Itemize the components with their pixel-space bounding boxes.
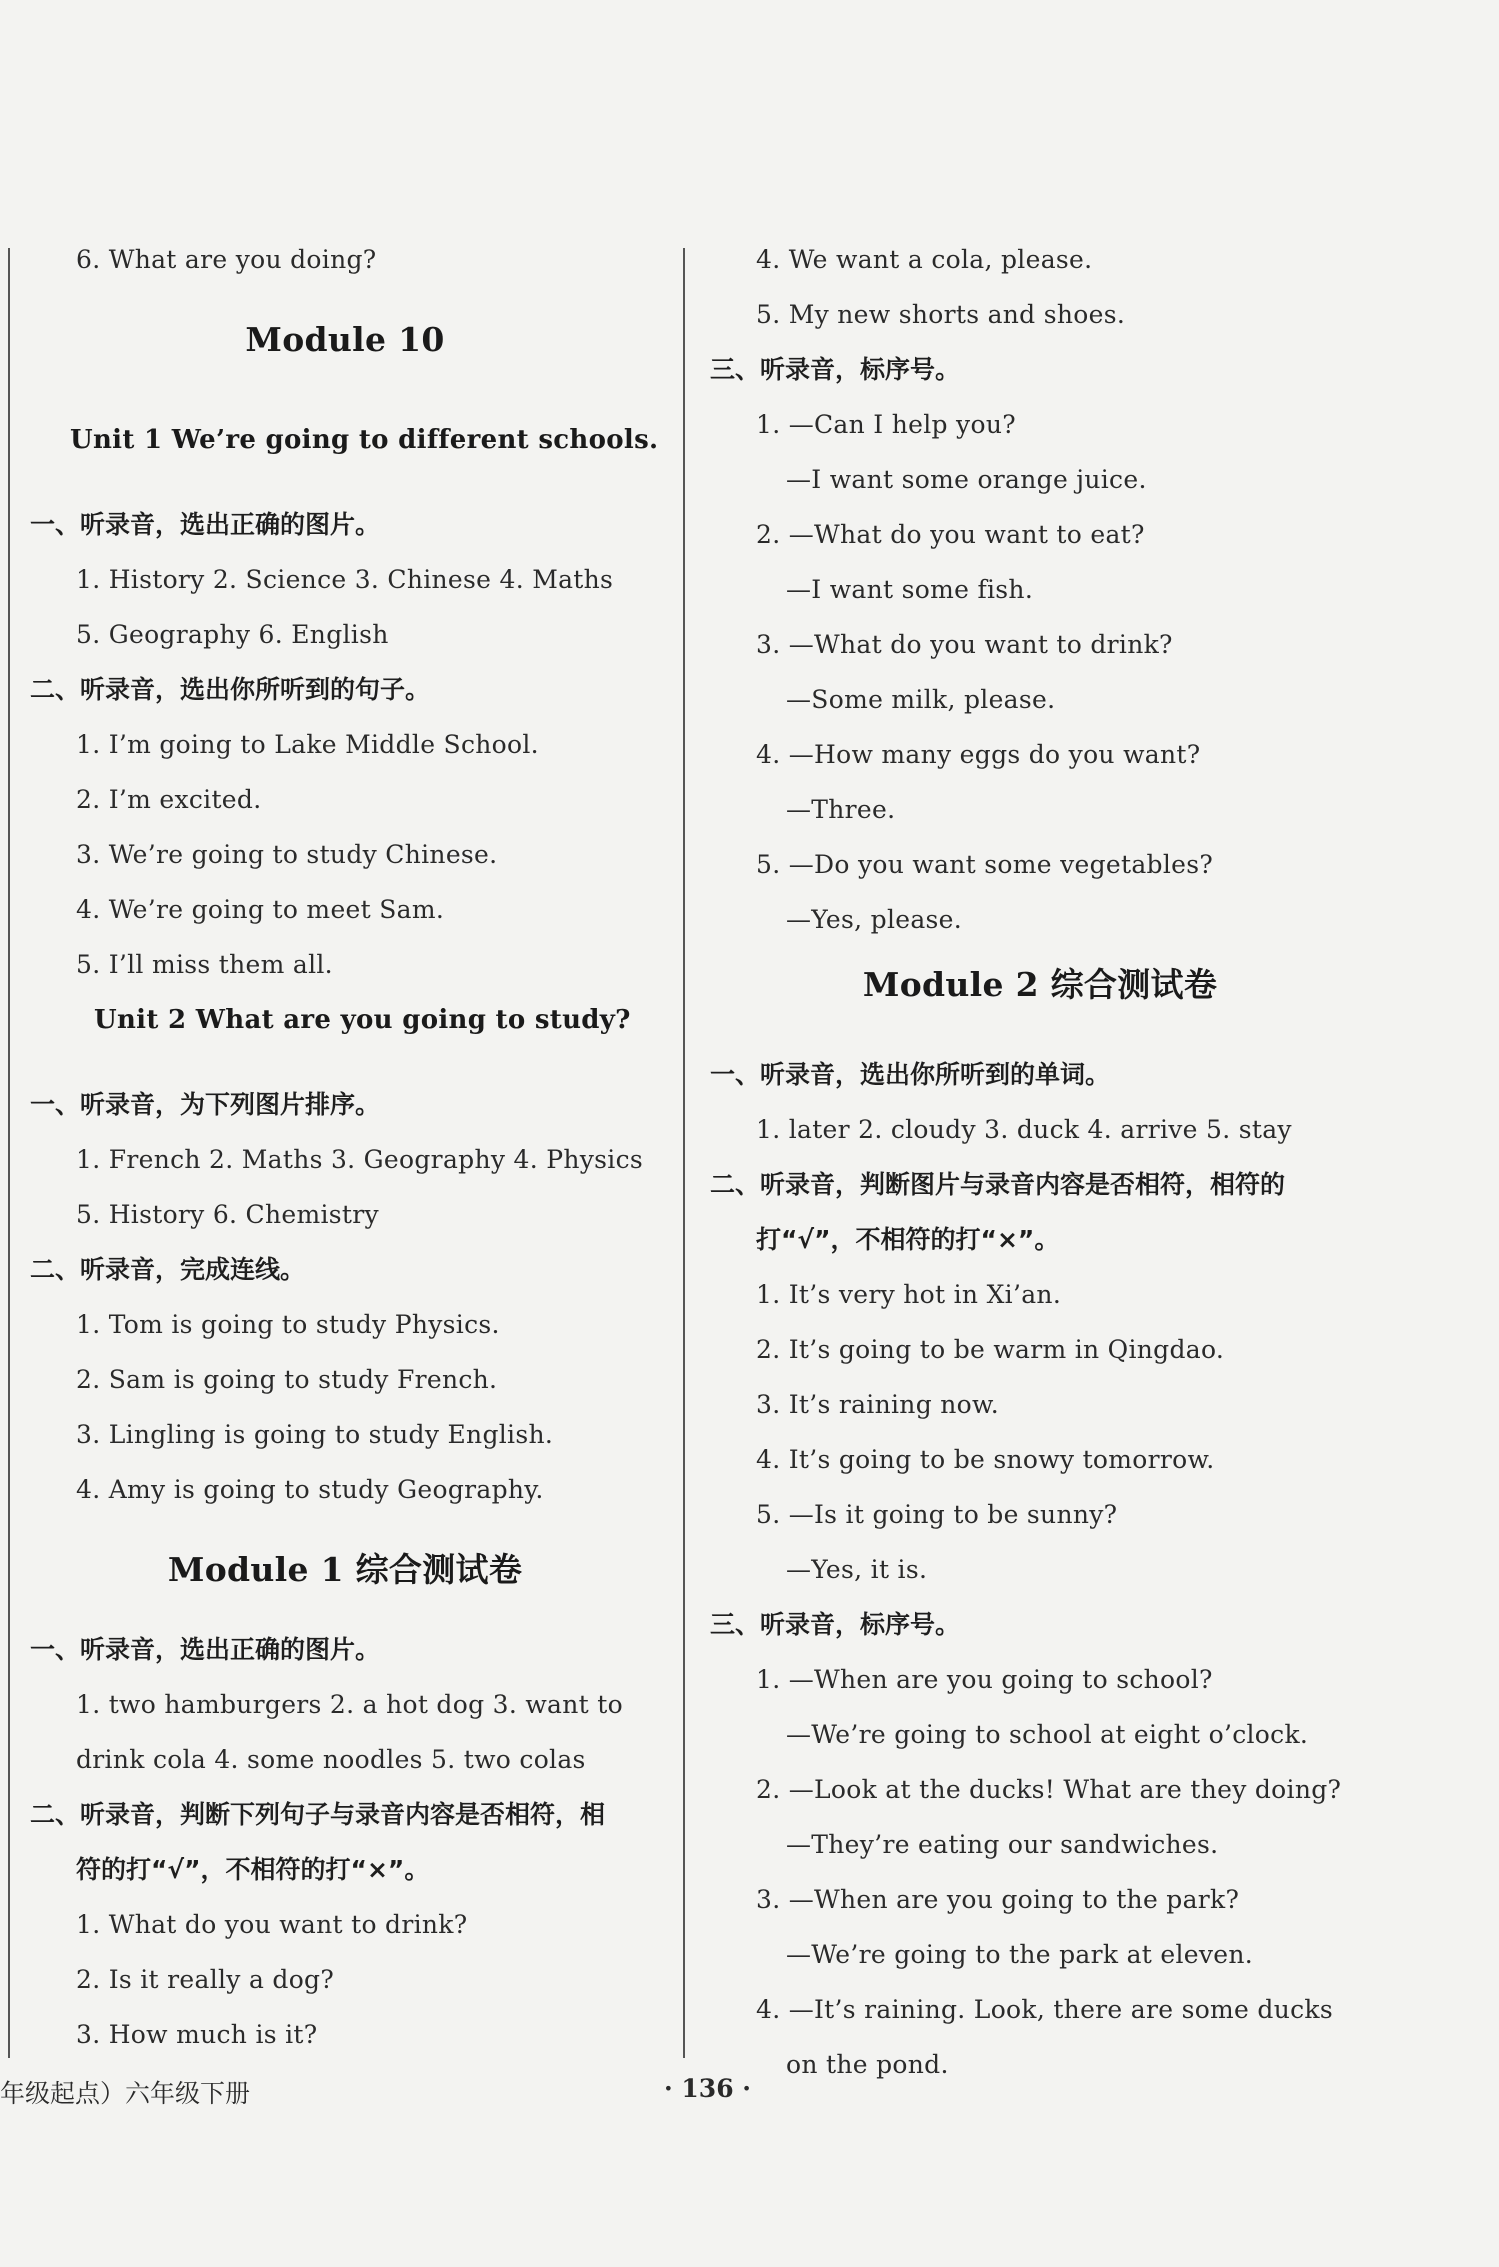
answer-line: 1. I’m going to Lake Middle School.	[76, 730, 539, 759]
answer-line: 4. —How many eggs do you want?	[756, 740, 1201, 769]
answer-line: 5. Geography 6. English	[76, 620, 389, 649]
answer-line: drink cola 4. some noodles 5. two colas	[76, 1745, 586, 1774]
left-margin-rule	[8, 248, 10, 2058]
answer-line: 1. French 2. Maths 3. Geography 4. Physics	[76, 1145, 644, 1174]
answer-line: 2. —Look at the ducks! What are they doing?	[756, 1775, 1342, 1804]
section-heading-continued: 符的打“√”，不相符的打“×”。	[76, 1855, 430, 1884]
module-title: Module 1 综合测试卷	[167, 1550, 523, 1589]
section-heading: 一、听录音，选出正确的图片。	[30, 510, 381, 539]
answer-line: 1. History 2. Science 3. Chinese 4. Maths	[76, 565, 614, 594]
answer-line: 4. We’re going to meet Sam.	[76, 895, 445, 924]
answer-reply-line: —I want some fish.	[786, 575, 1034, 604]
answer-line: 3. We’re going to study Chinese.	[76, 840, 498, 869]
answer-line: 3. —When are you going to the park?	[756, 1885, 1240, 1914]
answer-line: 5. —Is it going to be sunny?	[756, 1500, 1118, 1529]
section-heading: 二、听录音，选出你所听到的句子。	[30, 675, 431, 704]
answer-line: 1. What do you want to drink?	[76, 1910, 468, 1939]
answer-line: 1. —When are you going to school?	[756, 1665, 1213, 1694]
answer-reply-line: —Some milk, please.	[786, 685, 1056, 714]
module-title: Module 2 综合测试卷	[862, 965, 1218, 1004]
footer-book-title: 年级起点）六年级下册	[0, 2079, 251, 2108]
section-heading: 一、听录音，为下列图片排序。	[30, 1090, 381, 1119]
section-heading: 二、听录音，判断下列句子与录音内容是否相符，相	[30, 1800, 606, 1829]
section-heading: 三、听录音，标序号。	[710, 355, 961, 384]
answer-line: 5. History 6. Chemistry	[76, 1200, 379, 1229]
section-heading-continued: 打“√”，不相符的打“×”。	[756, 1225, 1060, 1254]
answer-line: 4. Amy is going to study Geography.	[76, 1475, 544, 1504]
unit-title: Unit 2 What are you going to study?	[94, 1005, 631, 1035]
answer-line: 5. —Do you want some vegetables?	[756, 850, 1214, 879]
answer-line: 3. Lingling is going to study English.	[76, 1420, 554, 1449]
answer-reply-line: —They’re eating our sandwiches.	[786, 1830, 1219, 1859]
answer-line: 5. My new shorts and shoes.	[756, 300, 1126, 329]
answer-line: 1. It’s very hot in Xi’an.	[756, 1280, 1062, 1309]
answer-line: 4. We want a cola, please.	[756, 245, 1093, 274]
answer-line: 1. later 2. cloudy 3. duck 4. arrive 5. stay	[756, 1115, 1292, 1144]
answer-line: 1. two hamburgers 2. a hot dog 3. want to	[76, 1690, 623, 1719]
answer-reply-line: —We’re going to the park at eleven.	[786, 1940, 1254, 1969]
page-number: · 136 ·	[664, 2074, 751, 2103]
answer-line: 2. —What do you want to eat?	[756, 520, 1145, 549]
unit-title: Unit 1 We’re going to different schools.	[70, 425, 659, 455]
answer-line: 3. It’s raining now.	[756, 1390, 999, 1419]
section-heading: 一、听录音，选出正确的图片。	[30, 1635, 381, 1664]
section-heading: 二、听录音，判断图片与录音内容是否相符，相符的	[710, 1170, 1286, 1199]
answer-line: 1. Tom is going to study Physics.	[76, 1310, 500, 1339]
answer-line: 3. How much is it?	[76, 2020, 318, 2049]
answer-line: 2. Is it really a dog?	[76, 1965, 335, 1994]
answer-reply-line: —I want some orange juice.	[786, 465, 1147, 494]
answer-reply-line: —Three.	[786, 795, 896, 824]
answer-reply-line: —Yes, please.	[786, 905, 963, 934]
column-divider	[683, 248, 685, 2058]
section-heading: 二、听录音，完成连线。	[30, 1255, 306, 1284]
answer-line: 4. It’s going to be snowy tomorrow.	[756, 1445, 1215, 1474]
answer-reply-line: —Yes, it is.	[786, 1555, 928, 1584]
answer-reply-line: on the pond.	[786, 2050, 949, 2079]
answer-line: 2. Sam is going to study French.	[76, 1365, 498, 1394]
answer-line: 3. —What do you want to drink?	[756, 630, 1173, 659]
answer-line: 4. —It’s raining. Look, there are some ducks	[756, 1995, 1333, 2024]
answer-line: 2. I’m excited.	[76, 785, 262, 814]
section-heading: 一、听录音，选出你所听到的单词。	[710, 1060, 1111, 1089]
answer-reply-line: —We’re going to school at eight o’clock.	[786, 1720, 1309, 1749]
answer-line: 5. I’ll miss them all.	[76, 950, 333, 979]
answer-line: 2. It’s going to be warm in Qingdao.	[756, 1335, 1225, 1364]
section-heading: 三、听录音，标序号。	[710, 1610, 961, 1639]
module-title: Module 10	[245, 320, 445, 359]
answer-line: 6. What are you doing?	[76, 245, 377, 274]
answer-line: 1. —Can I help you?	[756, 410, 1016, 439]
